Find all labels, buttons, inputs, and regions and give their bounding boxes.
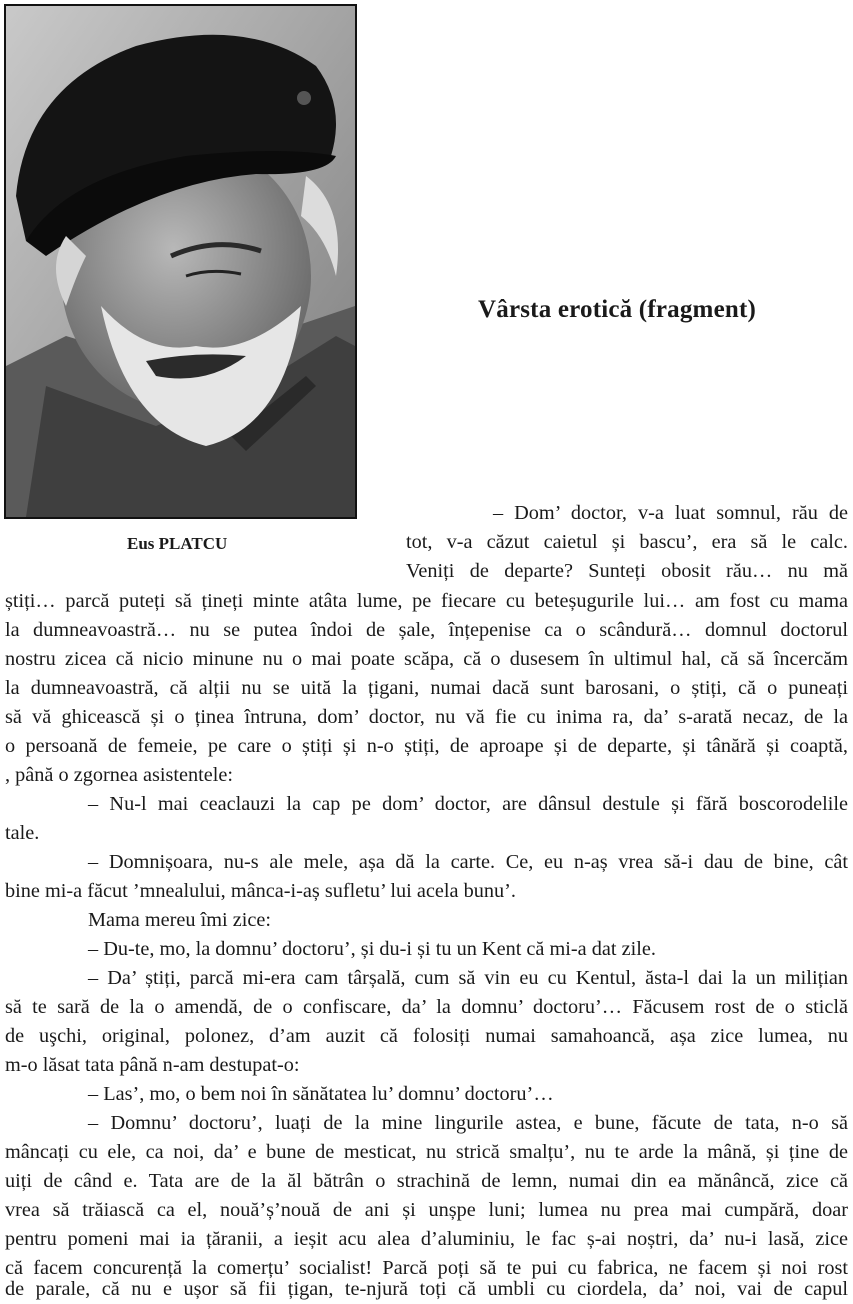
body-line: m-o lăsat tata până n-am destupat-o: <box>5 1054 300 1076</box>
body-line: nostru zicea că nicio minune nu o mai poate scăpa, că o dusesem în ultimul hal, că să încercăm <box>5 648 848 670</box>
body-line: tale. <box>5 822 40 844</box>
body-line: vrea să trăiască ca el, nouă’ș’nouă de ani și unșpe luni; lumea nu prea mai cumpără, doar <box>5 1199 848 1221</box>
body-line: la dumneavoastră… nu se putea îndoi de șale, înțepenise ca o scândură… domnul doctorul <box>5 619 848 641</box>
body-line: să vă ghicească și o ținea întruna, dom’ doctor, nu vă fie cu inima ra, da’ s-arată necaz, de la <box>5 706 848 728</box>
body-line: de uşchi, original, polonez, d’am auzit că folosiți numai samahoancă, așa zice lumea, nu <box>5 1025 848 1047</box>
body-line: Mama mereu îmi zice: <box>88 909 272 931</box>
portrait-illustration <box>6 6 355 517</box>
dialogue-line: – Las’, mo, o bem noi în sănătatea lu’ domnu’ doctoru’… <box>88 1083 554 1105</box>
body-line: la dumneavoastră, că alții nu se uită la țigani, numai dacă sunt barosani, o știți, că o puneați <box>5 677 848 699</box>
dialogue-line: – Da’ știți, parcă mi-era cam târșală, cum să vin eu cu Kentul, ăsta-l dai la un milițian <box>88 967 848 989</box>
body-line: de parale, că nu e ușor să fii țigan, te-njură toți că umbli cu ciordela, da’ noi, vai de capul <box>5 1278 848 1300</box>
body-line: să te sară de la o amendă, de o confiscare, da’ la domnu’ doctoru’… Făcusem rost de o sticlă <box>5 996 848 1018</box>
author-portrait-photo <box>4 4 357 519</box>
body-line: bine mi-a făcut ’mnealului, mânca-i-aș sufletu’ lui acela bunu’. <box>5 880 516 902</box>
body-line: uiți de când e. Tata are de la ăl bătrân o strachină de lemn, numai din ea mănâncă, zice că <box>5 1170 848 1192</box>
author-caption: Eus PLATCU <box>127 534 228 553</box>
body-line: pentru pomeni mai ia țăranii, a ieșit acu alea d’aluminiu, le fac ș-ai noștri, da’ nu-i lasă, zice <box>5 1228 848 1250</box>
dialogue-line: – Nu-l mai ceaclauzi la cap pe dom’ doctor, are dânsul destule și fără boscorodelile <box>88 793 848 815</box>
body-line: că facem concurență la comerțu’ socialist! Parcă poți să te pui cu fabrica, ne facem și noi rost <box>5 1257 848 1279</box>
body-line: știți… parcă puteți să țineți minte atâta lume, pe fiecare cu beteșugurile lui… am fost cu mama <box>5 590 848 612</box>
body-line: Veniți de departe? Sunteți obosit rău… nu mă <box>406 560 848 582</box>
body-line: o persoană de femeie, pe care o știți și n-o știți, de aproape și de departe, și tânără și coaptă, <box>5 735 848 757</box>
body-line: – Dom’ doctor, v-a luat somnul, rău de <box>493 502 848 524</box>
article-title: Vârsta erotică (fragment) <box>478 296 757 323</box>
dialogue-line: – Du-te, mo, la domnu’ doctoru’, și du-i și tu un Kent că mi-a dat zile. <box>88 938 656 960</box>
body-line: , până o zgornea asistentele: <box>5 764 234 786</box>
dialogue-line: – Domnișoara, nu-s ale mele, așa dă la carte. Ce, eu n-aș vrea să-i dau de bine, cât <box>88 851 848 873</box>
body-line: mâncați cu ele, ca noi, da’ e bune de mesticat, nu strică smalțu’, nu te arde la mână, și ține de <box>5 1141 848 1163</box>
body-line: tot, v-a căzut caietul și bascu’, era să le calc. <box>406 531 848 553</box>
dialogue-line: – Domnu’ doctoru’, luați de la mine lingurile astea, e bune, făcute de tata, n-o să <box>88 1112 848 1134</box>
